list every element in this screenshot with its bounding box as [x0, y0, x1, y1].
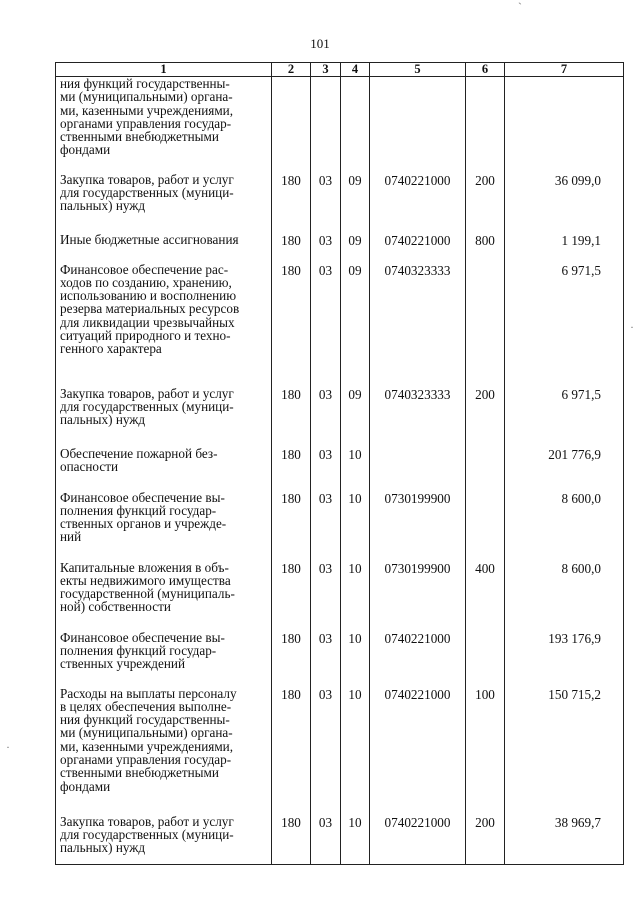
target-article-code: 0740221000	[370, 631, 466, 687]
section-code: 03	[311, 687, 341, 815]
section-code: 03	[311, 815, 341, 865]
description-line: генного характера	[60, 341, 162, 357]
amount: 6 971,5	[505, 263, 624, 387]
header-row	[56, 63, 624, 77]
admin-code: 180	[272, 263, 311, 387]
table-row	[56, 77, 624, 173]
target-article-code: 0740323333	[370, 387, 466, 447]
target-article-code: 0740221000	[370, 815, 466, 865]
amount: 150 715,2	[505, 687, 624, 815]
description-line: ственных учреждений	[60, 656, 186, 672]
row-description	[56, 687, 272, 815]
row-description	[56, 233, 272, 263]
expense-type-code: 200	[466, 387, 505, 447]
description-line: ственных органов и учрежде-	[60, 516, 227, 532]
description-line: для государственных (муници-	[60, 398, 234, 414]
section-code: 03	[311, 233, 341, 263]
description-line: резерва материальных ресурсов	[60, 301, 240, 317]
subsection-code: 10	[341, 687, 370, 815]
table-row	[56, 815, 624, 865]
description-line: Финансовое обеспечение рас-	[60, 261, 229, 277]
amount: 8 600,0	[505, 491, 624, 561]
admin-code: 180	[272, 815, 311, 865]
admin-code: 180	[272, 631, 311, 687]
target-article-code: 0740221000	[370, 687, 466, 815]
column-header: 2	[272, 63, 311, 77]
table-row	[56, 263, 624, 387]
scan-mark: ·	[6, 740, 10, 754]
description-line: полнения функций государ-	[60, 502, 217, 518]
row-description	[56, 387, 272, 447]
amount: 6 971,5	[505, 387, 624, 447]
description-line: полнения функций государ-	[60, 642, 217, 658]
expense-type-code	[466, 631, 505, 687]
description-line: ственными внебюджетными	[60, 129, 219, 145]
expense-type-code: 400	[466, 561, 505, 631]
section-code: 03	[311, 387, 341, 447]
column-header: 3	[311, 63, 341, 77]
table-row	[56, 631, 624, 687]
description-line: ми, казенными учреждениями,	[60, 102, 234, 118]
table-body	[56, 77, 624, 865]
amount: 8 600,0	[505, 561, 624, 631]
description-line: для государственных (муници-	[60, 826, 234, 842]
amount: 193 176,9	[505, 631, 624, 687]
column-header: 1	[56, 63, 272, 77]
description-line: Обеспечение пожарной без-	[60, 445, 218, 461]
description-line: ния функций государственны-	[60, 712, 230, 728]
column-header: 7	[505, 63, 624, 77]
subsection-code: 10	[341, 561, 370, 631]
subsection-code: 10	[341, 491, 370, 561]
table-row	[56, 233, 624, 263]
amount: 38 969,7	[505, 815, 624, 865]
target-article-code: 0740221000	[370, 233, 466, 263]
description-line: ния функций государственны-	[60, 76, 230, 91]
page-number: 101	[310, 36, 330, 51]
description-line: фондами	[60, 142, 111, 158]
description-line: ной) собственности	[60, 599, 171, 615]
admin-code: 180	[272, 447, 311, 491]
target-article-code: 0740221000	[370, 173, 466, 233]
expense-type-code	[466, 447, 505, 491]
description-line: ми (муниципальными) органа-	[60, 725, 233, 741]
expense-type-code: 200	[466, 173, 505, 233]
description-line: пальных) нужд	[60, 198, 146, 214]
row-description	[56, 815, 272, 865]
description-line: ходов по созданию, хранению,	[60, 274, 232, 290]
section-code	[311, 77, 341, 173]
subsection-code: 10	[341, 447, 370, 491]
description-line: Иные бюджетные ассигнования	[60, 231, 239, 247]
description-line: государственной (муниципаль-	[60, 586, 235, 602]
description-line: ний	[60, 529, 82, 545]
description-line: Закупка товаров, работ и услуг	[60, 813, 234, 829]
scan-mark: `	[518, 0, 522, 14]
description-line: ситуаций природного и техно-	[60, 327, 231, 343]
target-article-code: 0740323333	[370, 263, 466, 387]
amount: 36 099,0	[505, 173, 624, 233]
admin-code: 180	[272, 173, 311, 233]
subsection-code: 10	[341, 631, 370, 687]
description-line: органами управления государ-	[60, 115, 232, 131]
row-description	[56, 447, 272, 491]
amount: 201 776,9	[505, 447, 624, 491]
description-line: Закупка товаров, работ и услуг	[60, 385, 234, 401]
description-line: в целях обеспечения выполне-	[60, 698, 232, 714]
budget-table	[55, 62, 624, 865]
table-row	[56, 687, 624, 815]
subsection-code	[341, 77, 370, 173]
subsection-code: 09	[341, 263, 370, 387]
section-code: 03	[311, 631, 341, 687]
target-article-code: 0730199900	[370, 491, 466, 561]
description-line: Закупка товаров, работ и услуг	[60, 171, 234, 187]
subsection-code: 10	[341, 815, 370, 865]
table-row	[56, 491, 624, 561]
description-line: органами управления государ-	[60, 751, 232, 767]
target-article-code	[370, 77, 466, 173]
table-row	[56, 173, 624, 233]
description-line: Расходы на выплаты персоналу	[60, 685, 237, 701]
expense-type-code: 800	[466, 233, 505, 263]
column-header: 4	[341, 63, 370, 77]
subsection-code: 09	[341, 233, 370, 263]
section-code: 03	[311, 491, 341, 561]
expense-type-code: 100	[466, 687, 505, 815]
target-article-code: 0730199900	[370, 561, 466, 631]
description-line: использованию и восполнению	[60, 288, 237, 304]
description-line: для государственных (муници-	[60, 184, 234, 200]
table-row	[56, 561, 624, 631]
row-description	[56, 491, 272, 561]
admin-code: 180	[272, 561, 311, 631]
description-line: ственными внебюджетными	[60, 765, 219, 781]
description-line: Финансовое обеспечение вы-	[60, 489, 225, 505]
description-line: екты недвижимого имущества	[60, 572, 231, 588]
description-line: пальных) нужд	[60, 840, 146, 856]
description-line: ми, казенными учреждениями,	[60, 738, 234, 754]
expense-type-code	[466, 77, 505, 173]
expense-type-code	[466, 263, 505, 387]
table-row	[56, 387, 624, 447]
row-description	[56, 631, 272, 687]
column-header: 6	[466, 63, 505, 77]
expense-type-code	[466, 491, 505, 561]
scan-mark: ·	[630, 320, 634, 334]
description-line: опасности	[60, 458, 119, 474]
row-description	[56, 173, 272, 233]
section-code: 03	[311, 263, 341, 387]
amount: 1 199,1	[505, 233, 624, 263]
admin-code: 180	[272, 687, 311, 815]
description-line: для ликвидации чрезвычайных	[60, 314, 235, 330]
target-article-code	[370, 447, 466, 491]
admin-code	[272, 77, 311, 173]
row-description	[56, 263, 272, 387]
table-row	[56, 447, 624, 491]
description-line: пальных) нужд	[60, 412, 146, 428]
description-line: Финансовое обеспечение вы-	[60, 629, 225, 645]
admin-code: 180	[272, 387, 311, 447]
subsection-code: 09	[341, 173, 370, 233]
subsection-code: 09	[341, 387, 370, 447]
column-header: 5	[370, 63, 466, 77]
admin-code: 180	[272, 233, 311, 263]
expense-type-code: 200	[466, 815, 505, 865]
amount	[505, 77, 624, 173]
section-code: 03	[311, 447, 341, 491]
row-description	[56, 561, 272, 631]
description-line: Капитальные вложения в объ-	[60, 559, 229, 575]
description-line: ми (муниципальными) органа-	[60, 89, 233, 105]
admin-code: 180	[272, 491, 311, 561]
row-description	[56, 77, 272, 173]
section-code: 03	[311, 173, 341, 233]
description-line: фондами	[60, 778, 111, 794]
section-code: 03	[311, 561, 341, 631]
